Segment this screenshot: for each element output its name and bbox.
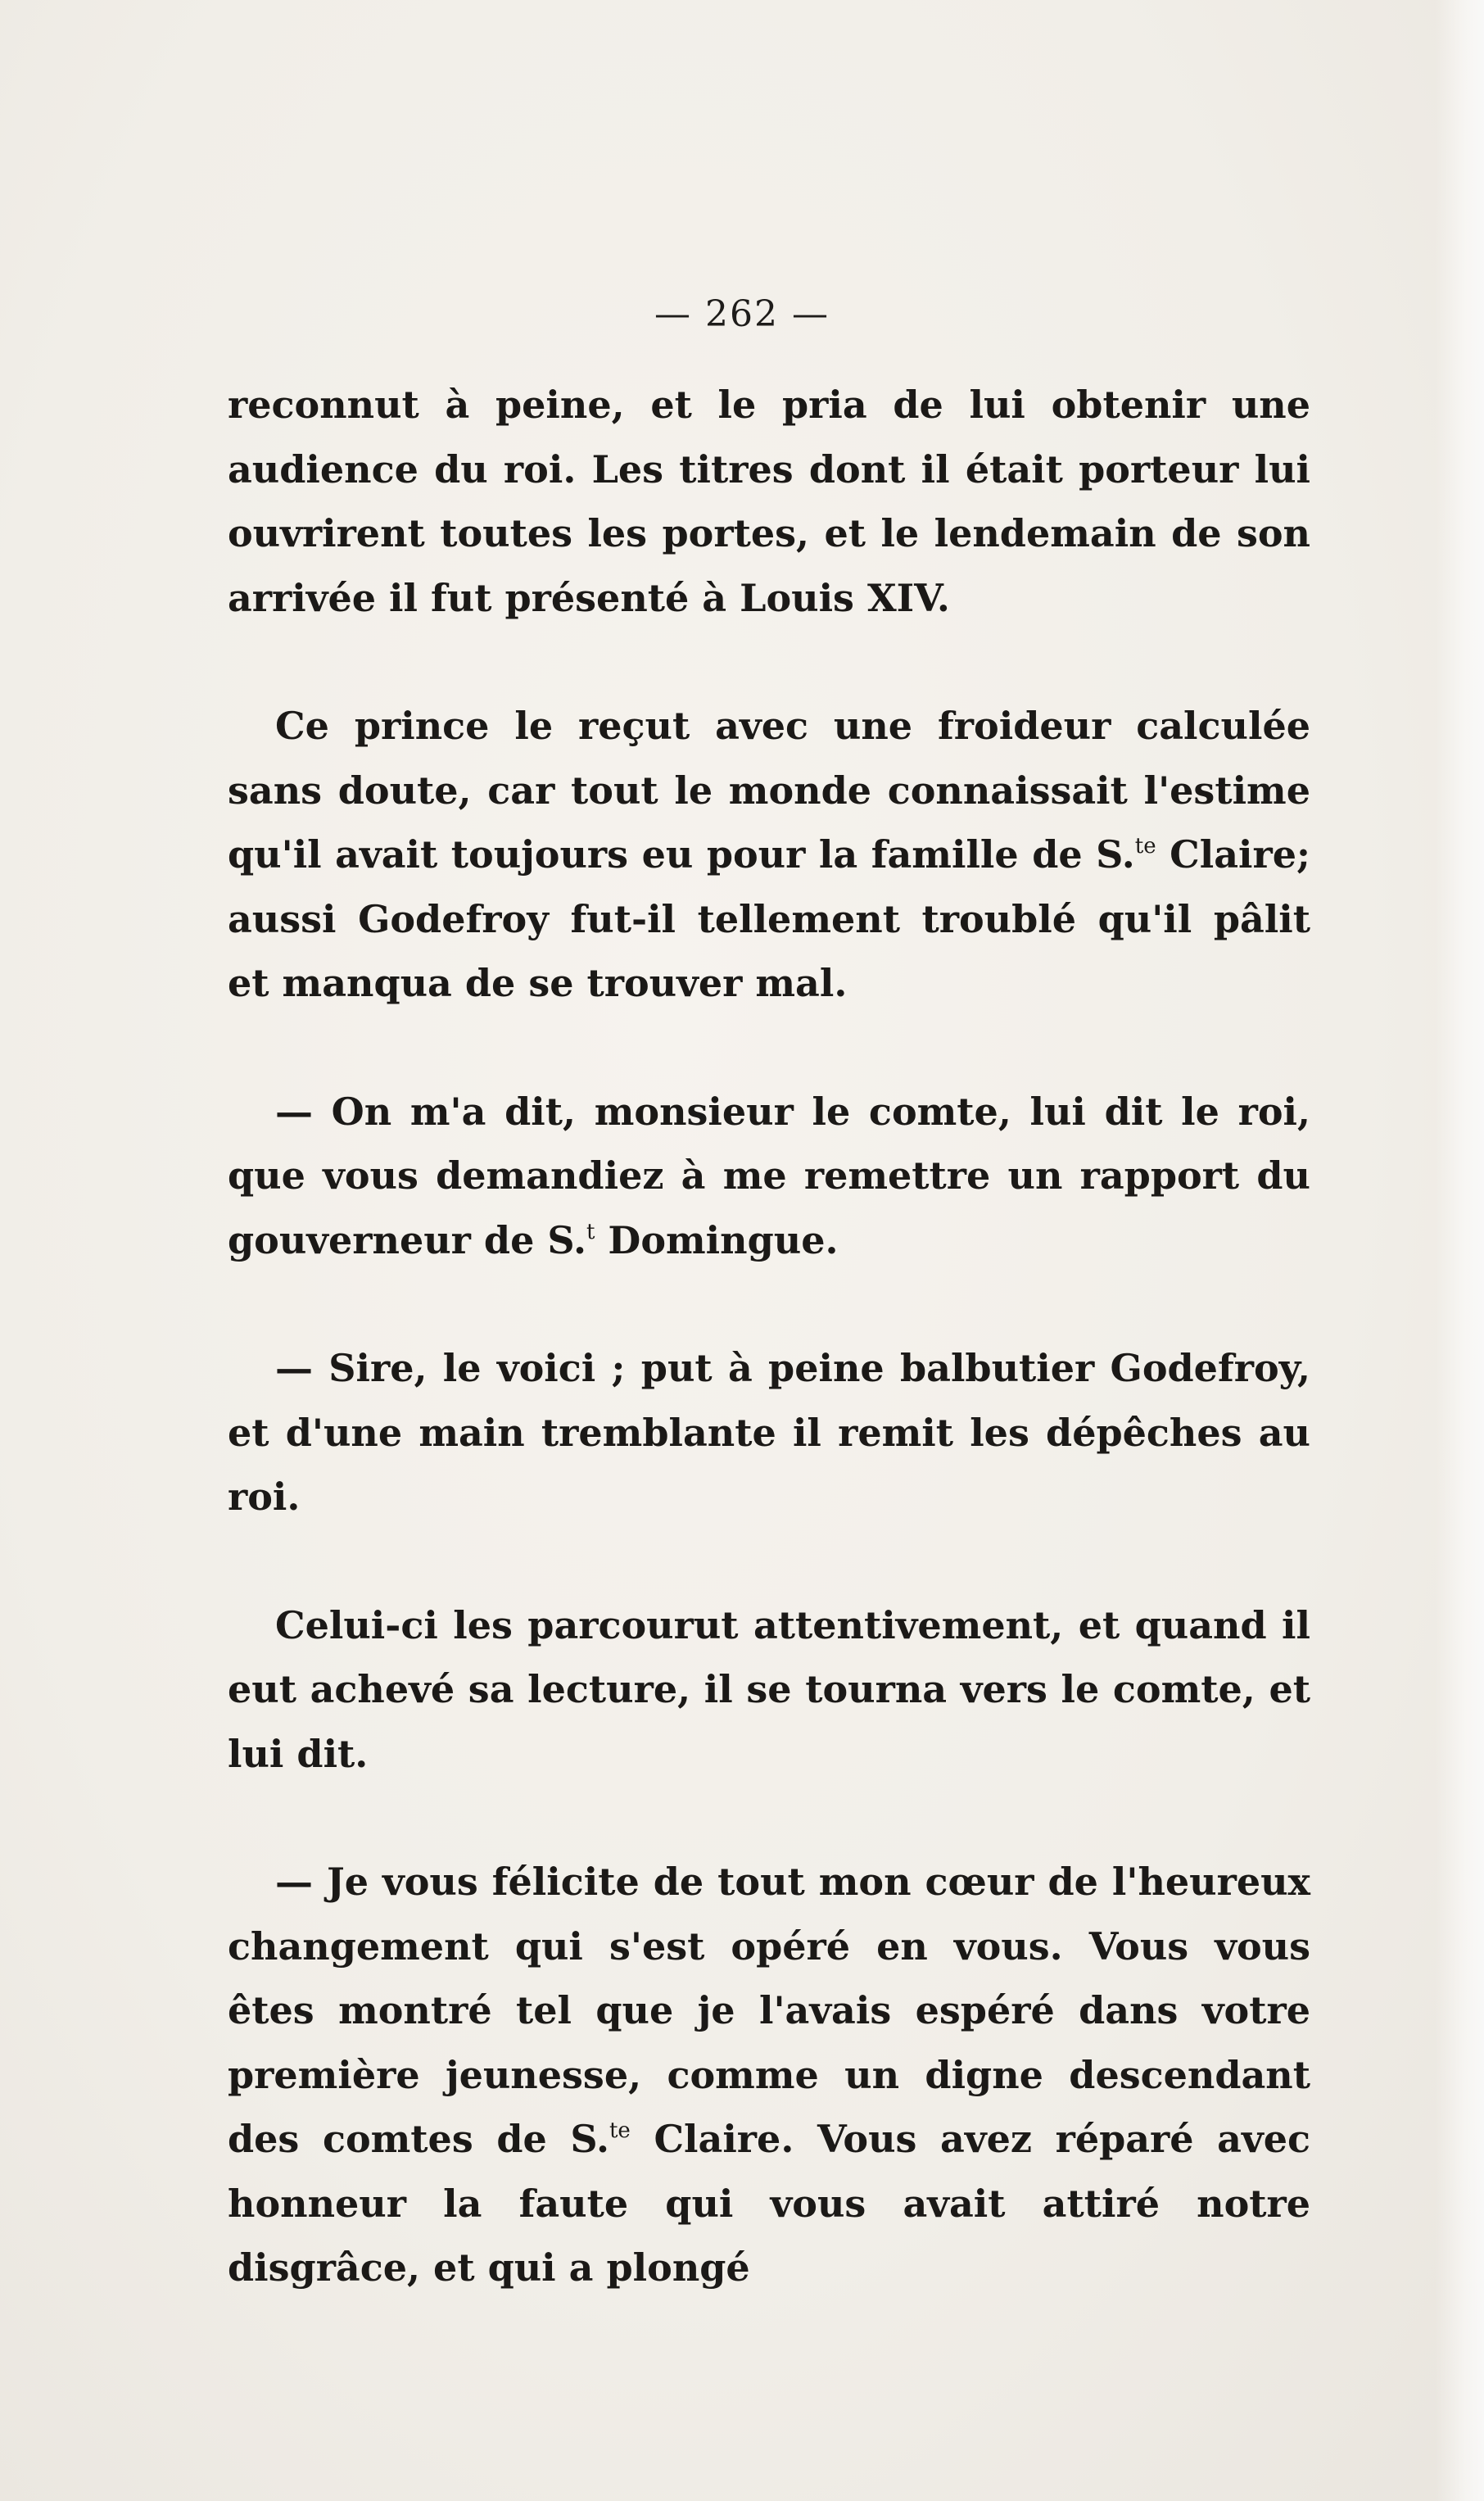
paragraph-5: Celui-ci les parcourut attentivement, et quand il eut achevé sa lecture, il se tourna vers le comte, et lui dit. bbox=[228, 1602, 1310, 1776]
paragraph-2 bbox=[228, 694, 1310, 1016]
paragraph-3 bbox=[228, 1080, 1310, 1273]
paragraph-6 bbox=[228, 1850, 1310, 2300]
paragraph-2-part-b: Claire; aussi Godefroy fut-il tellement troublé qu'il pâlit et manqua de se trouver mal. bbox=[228, 832, 1310, 1005]
paragraph-1: reconnut à peine, et le pria de lui obtenir une audience du roi. Les titres dont il était porteur lui ouvrirent toutes les portes, et le lendemain de son arrivée il fut présenté à Louis XIV. bbox=[228, 383, 1310, 620]
paragraph-4: — Sire, le voici ; put à peine balbutier Godefroy, et d'une main tremblante il remit les dépêches au roi. bbox=[228, 1346, 1310, 1519]
paragraph-2-part-a: Ce prince le reçut avec une froideur calculée sans doute, car tout le monde connaissait l'estime qu'il avait toujours eu pour la famille de S. bbox=[228, 704, 1310, 877]
superscript-te-2: te bbox=[609, 2118, 631, 2143]
paragraph-3-part-b: Domingue. bbox=[595, 1217, 839, 1262]
page-gutter-shadow bbox=[1435, 0, 1484, 2501]
paragraph-3-part-a: — On m'a dit, monsieur le comte, lui dit le roi, que vous demandiez à me remettre un rapport du gouverneur de S. bbox=[228, 1089, 1310, 1262]
body-text bbox=[228, 373, 1310, 2300]
superscript-te: te bbox=[1134, 834, 1156, 859]
paragraph-6-part-a: — Je vous félicite de tout mon cœur de l'heureux changement qui s'est opéré en vous. Vous vous êtes montré tel que je l'avais espéré dans votre première jeunesse, comme un digne descendant des comtes de S. bbox=[228, 1860, 1310, 2161]
paragraph-6-part-b: Claire. Vous avez réparé avec honneur la faute qui vous avait attiré notre disgrâce, et qui a plongé bbox=[228, 2117, 1310, 2290]
superscript-t: t bbox=[586, 1219, 595, 1244]
page-number: — 262 — bbox=[654, 293, 830, 335]
